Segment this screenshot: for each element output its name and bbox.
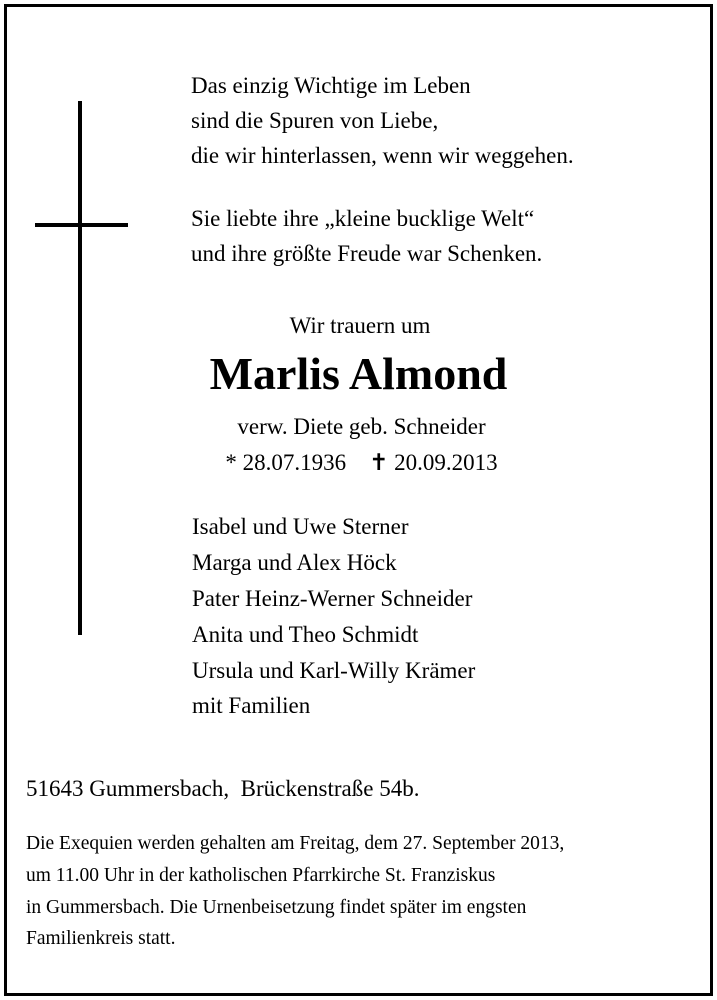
cross-horizontal-bar bbox=[35, 223, 128, 227]
mourner-line: Ursula und Karl-Willy Krämer bbox=[192, 658, 476, 683]
mourner-line: Pater Heinz-Werner Schneider bbox=[192, 586, 473, 611]
address: 51643 Gummersbach, Brückenstraße 54b. bbox=[26, 776, 420, 801]
mourner-line: mit Familien bbox=[192, 693, 311, 718]
notice-line: um 11.00 Uhr in der katholischen Pfarrkirche St. Franziskus bbox=[26, 865, 496, 886]
mourner-line: Anita und Theo Schmidt bbox=[192, 622, 419, 647]
maiden-name: verw. Diete geb. Schneider bbox=[237, 414, 486, 439]
mourner-line: Isabel und Uwe Sterner bbox=[192, 514, 409, 539]
deceased-name: Marlis Almond bbox=[209, 348, 508, 399]
poem-line: die wir hinterlassen, wenn wir weggehen. bbox=[191, 143, 574, 168]
notice-line: Die Exequien werden gehalten am Freitag, dem 27. September 2013, bbox=[26, 833, 565, 854]
poem-line: Sie liebte ihre „kleine bucklige Welt“ bbox=[191, 206, 535, 231]
life-dates: * 28.07.1936 ✝ 20.09.2013 bbox=[225, 450, 498, 475]
intro-text: Wir trauern um bbox=[289, 313, 431, 338]
notice-line: Familienkreis statt. bbox=[26, 928, 176, 949]
poem-line: und ihre größte Freude war Schenken. bbox=[191, 241, 543, 266]
poem-line: Das einzig Wichtige im Leben bbox=[191, 73, 471, 98]
poem-line: sind die Spuren von Liebe, bbox=[191, 108, 439, 133]
mourner-line: Marga und Alex Höck bbox=[192, 550, 397, 575]
notice-line: in Gummersbach. Die Urnenbeisetzung findet später im engsten bbox=[26, 897, 527, 918]
